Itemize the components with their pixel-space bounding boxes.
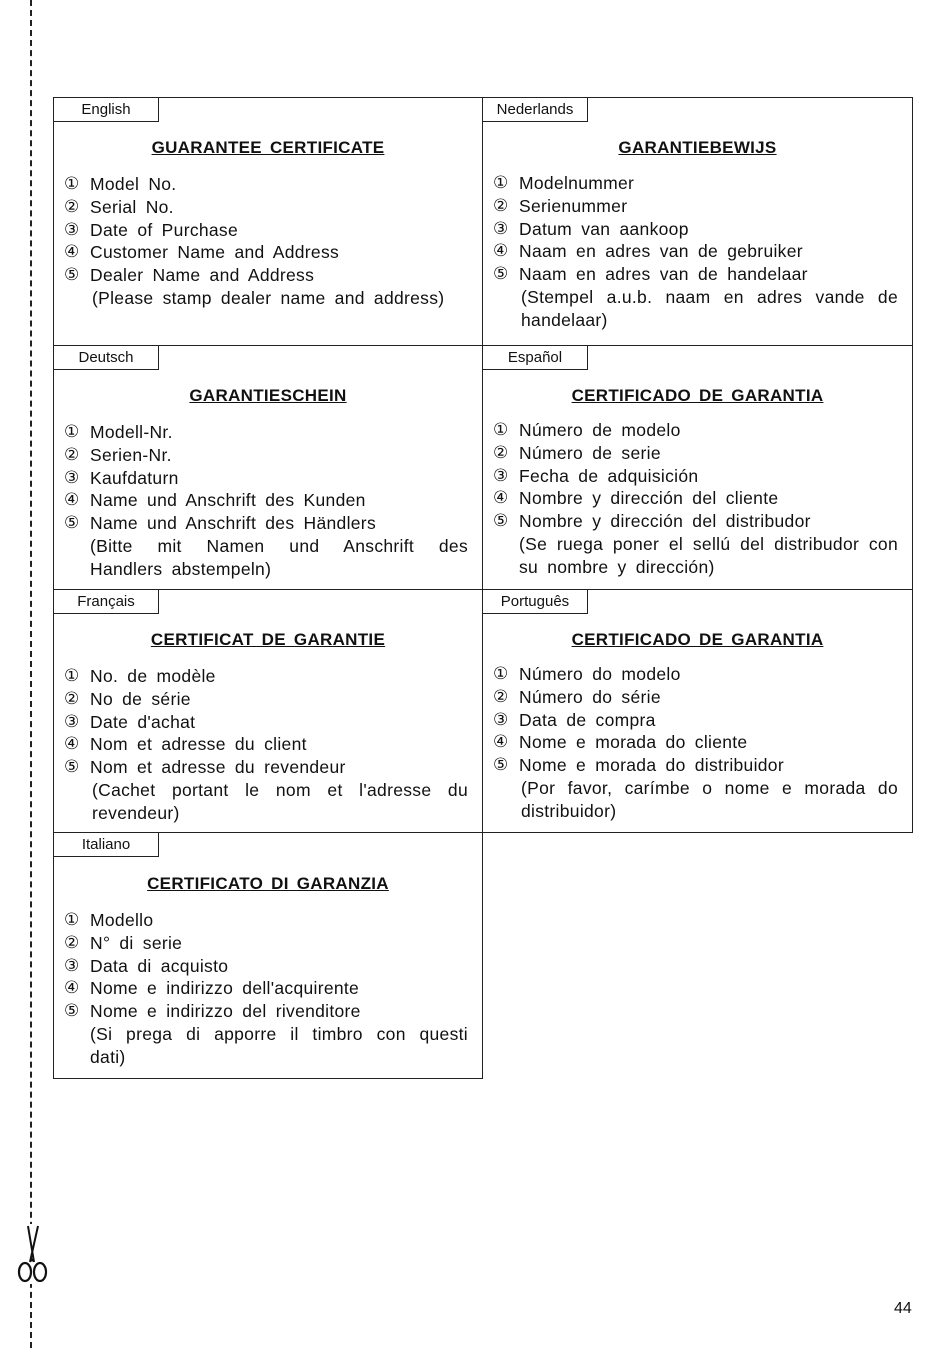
list-item: ④ Nom et adresse du client bbox=[64, 734, 307, 755]
list-item: ⑤ Name und Anschrift des Händlers bbox=[64, 513, 376, 534]
certificate-title: GARANTIEBEWIJS bbox=[618, 138, 777, 157]
stamp-note: (Por favor, carímbe o nome e morada do distribuidor) bbox=[521, 778, 898, 821]
list-item: ② Serial No. bbox=[64, 196, 174, 217]
list-item: ③ Data di acquisto bbox=[64, 955, 229, 976]
field-list bbox=[64, 665, 468, 779]
field-list bbox=[64, 421, 468, 535]
certificate-portugues bbox=[482, 589, 913, 833]
list-item: ② N° di serie bbox=[64, 932, 183, 953]
list-item: ② Serien-Nr. bbox=[64, 444, 172, 465]
certificate-title: CERTIFICAT DE GARANTIE bbox=[150, 630, 386, 649]
list-item: ④ Nome e morada do cliente bbox=[493, 732, 748, 753]
list-item: ④ Nome e indirizzo dell'acquirente bbox=[64, 978, 360, 999]
field-list bbox=[493, 419, 898, 533]
certificate-espanol bbox=[482, 345, 913, 590]
scissors-icon bbox=[14, 1224, 50, 1284]
list-item: ⑤ Nombre y dirección del distribudor bbox=[493, 511, 811, 532]
list-item: ① Modell-Nr. bbox=[64, 422, 173, 442]
list-item: ③ Fecha de adquisición bbox=[493, 465, 699, 486]
language-tab: Deutsch bbox=[54, 346, 159, 370]
certificate-deutsch bbox=[53, 345, 483, 590]
field-list bbox=[493, 663, 898, 777]
list-item: ⑤ Naam en adres van de handelaar bbox=[493, 264, 808, 285]
stamp-note: (Se ruega poner el sellú del distribudor con su nombre y dirección) bbox=[519, 534, 898, 577]
certificate-grid bbox=[53, 97, 913, 1079]
list-item: ③ Date of Purchase bbox=[64, 219, 239, 240]
list-item: ⑤ Dealer Name and Address bbox=[64, 265, 315, 286]
list-item: ① Número do modelo bbox=[493, 664, 681, 684]
list-item: ① Número de modelo bbox=[493, 420, 681, 440]
list-item: ④ Naam en adres van de gebruiker bbox=[493, 241, 803, 262]
list-item: ③ Kaufdaturn bbox=[64, 467, 179, 488]
stamp-note: (Cachet portant le nom et l'adresse du revendeur) bbox=[92, 780, 468, 823]
stamp-note: (Stempel a.u.b. naam en adres vande de handelaar) bbox=[521, 287, 898, 330]
list-item: ⑤ Nome e morada do distribuidor bbox=[493, 755, 784, 776]
language-tab: Nederlands bbox=[483, 98, 588, 122]
stamp-note: (Bitte mit Namen und Anschrift des Handlers abstempeln) bbox=[90, 536, 468, 579]
certificate-title: CERTIFICATO DI GARANZIA bbox=[147, 874, 389, 893]
language-tab: Português bbox=[483, 590, 588, 614]
field-list bbox=[64, 909, 468, 1023]
list-item: ⑤ Nom et adresse du revendeur bbox=[64, 757, 346, 778]
list-item: ① Modelnummer bbox=[493, 173, 635, 193]
list-item: ② Número de serie bbox=[493, 442, 661, 463]
certificate-nederlands bbox=[482, 97, 913, 346]
certificate-english bbox=[53, 97, 483, 346]
cut-line bbox=[30, 0, 32, 1348]
stamp-note: (Please stamp dealer name and address) bbox=[92, 288, 445, 308]
list-item: ④ Nombre y dirección del cliente bbox=[493, 488, 779, 509]
stamp-note: (Si prega di apporre il timbro con questi dati) bbox=[90, 1024, 468, 1067]
list-item: ③ Data de compra bbox=[493, 709, 656, 730]
list-item: ④ Name und Anschrift des Kunden bbox=[64, 490, 366, 511]
field-list bbox=[64, 173, 468, 287]
list-item: ③ Datum van aankoop bbox=[493, 218, 689, 239]
list-item: ④ Customer Name and Address bbox=[64, 242, 340, 263]
list-item: ① Model No. bbox=[64, 174, 177, 194]
certificate-italiano bbox=[53, 832, 483, 1079]
list-item: ⑤ Nome e indirizzo del rivenditore bbox=[64, 1001, 361, 1022]
language-tab: Español bbox=[483, 346, 588, 370]
language-tab: English bbox=[54, 98, 159, 122]
list-item: ① No. de modèle bbox=[64, 666, 216, 686]
page-number: 44 bbox=[894, 1300, 912, 1317]
field-list bbox=[493, 172, 898, 286]
list-item: ② No de série bbox=[64, 688, 191, 709]
language-tab: Italiano bbox=[54, 833, 159, 857]
certificate-title: GARANTIESCHEIN bbox=[189, 386, 347, 405]
certificate-title: CERTIFICADO DE GARANTIA bbox=[571, 630, 824, 649]
list-item: ① Modello bbox=[64, 910, 154, 930]
certificate-francais bbox=[53, 589, 483, 833]
list-item: ③ Date d'achat bbox=[64, 711, 196, 732]
certificate-title: GUARANTEE CERTIFICATE bbox=[151, 138, 385, 157]
list-item: ② Serienummer bbox=[493, 195, 628, 216]
language-tab: Français bbox=[54, 590, 159, 614]
list-item: ② Número do série bbox=[493, 686, 661, 707]
certificate-title: CERTIFICADO DE GARANTIA bbox=[571, 386, 824, 405]
